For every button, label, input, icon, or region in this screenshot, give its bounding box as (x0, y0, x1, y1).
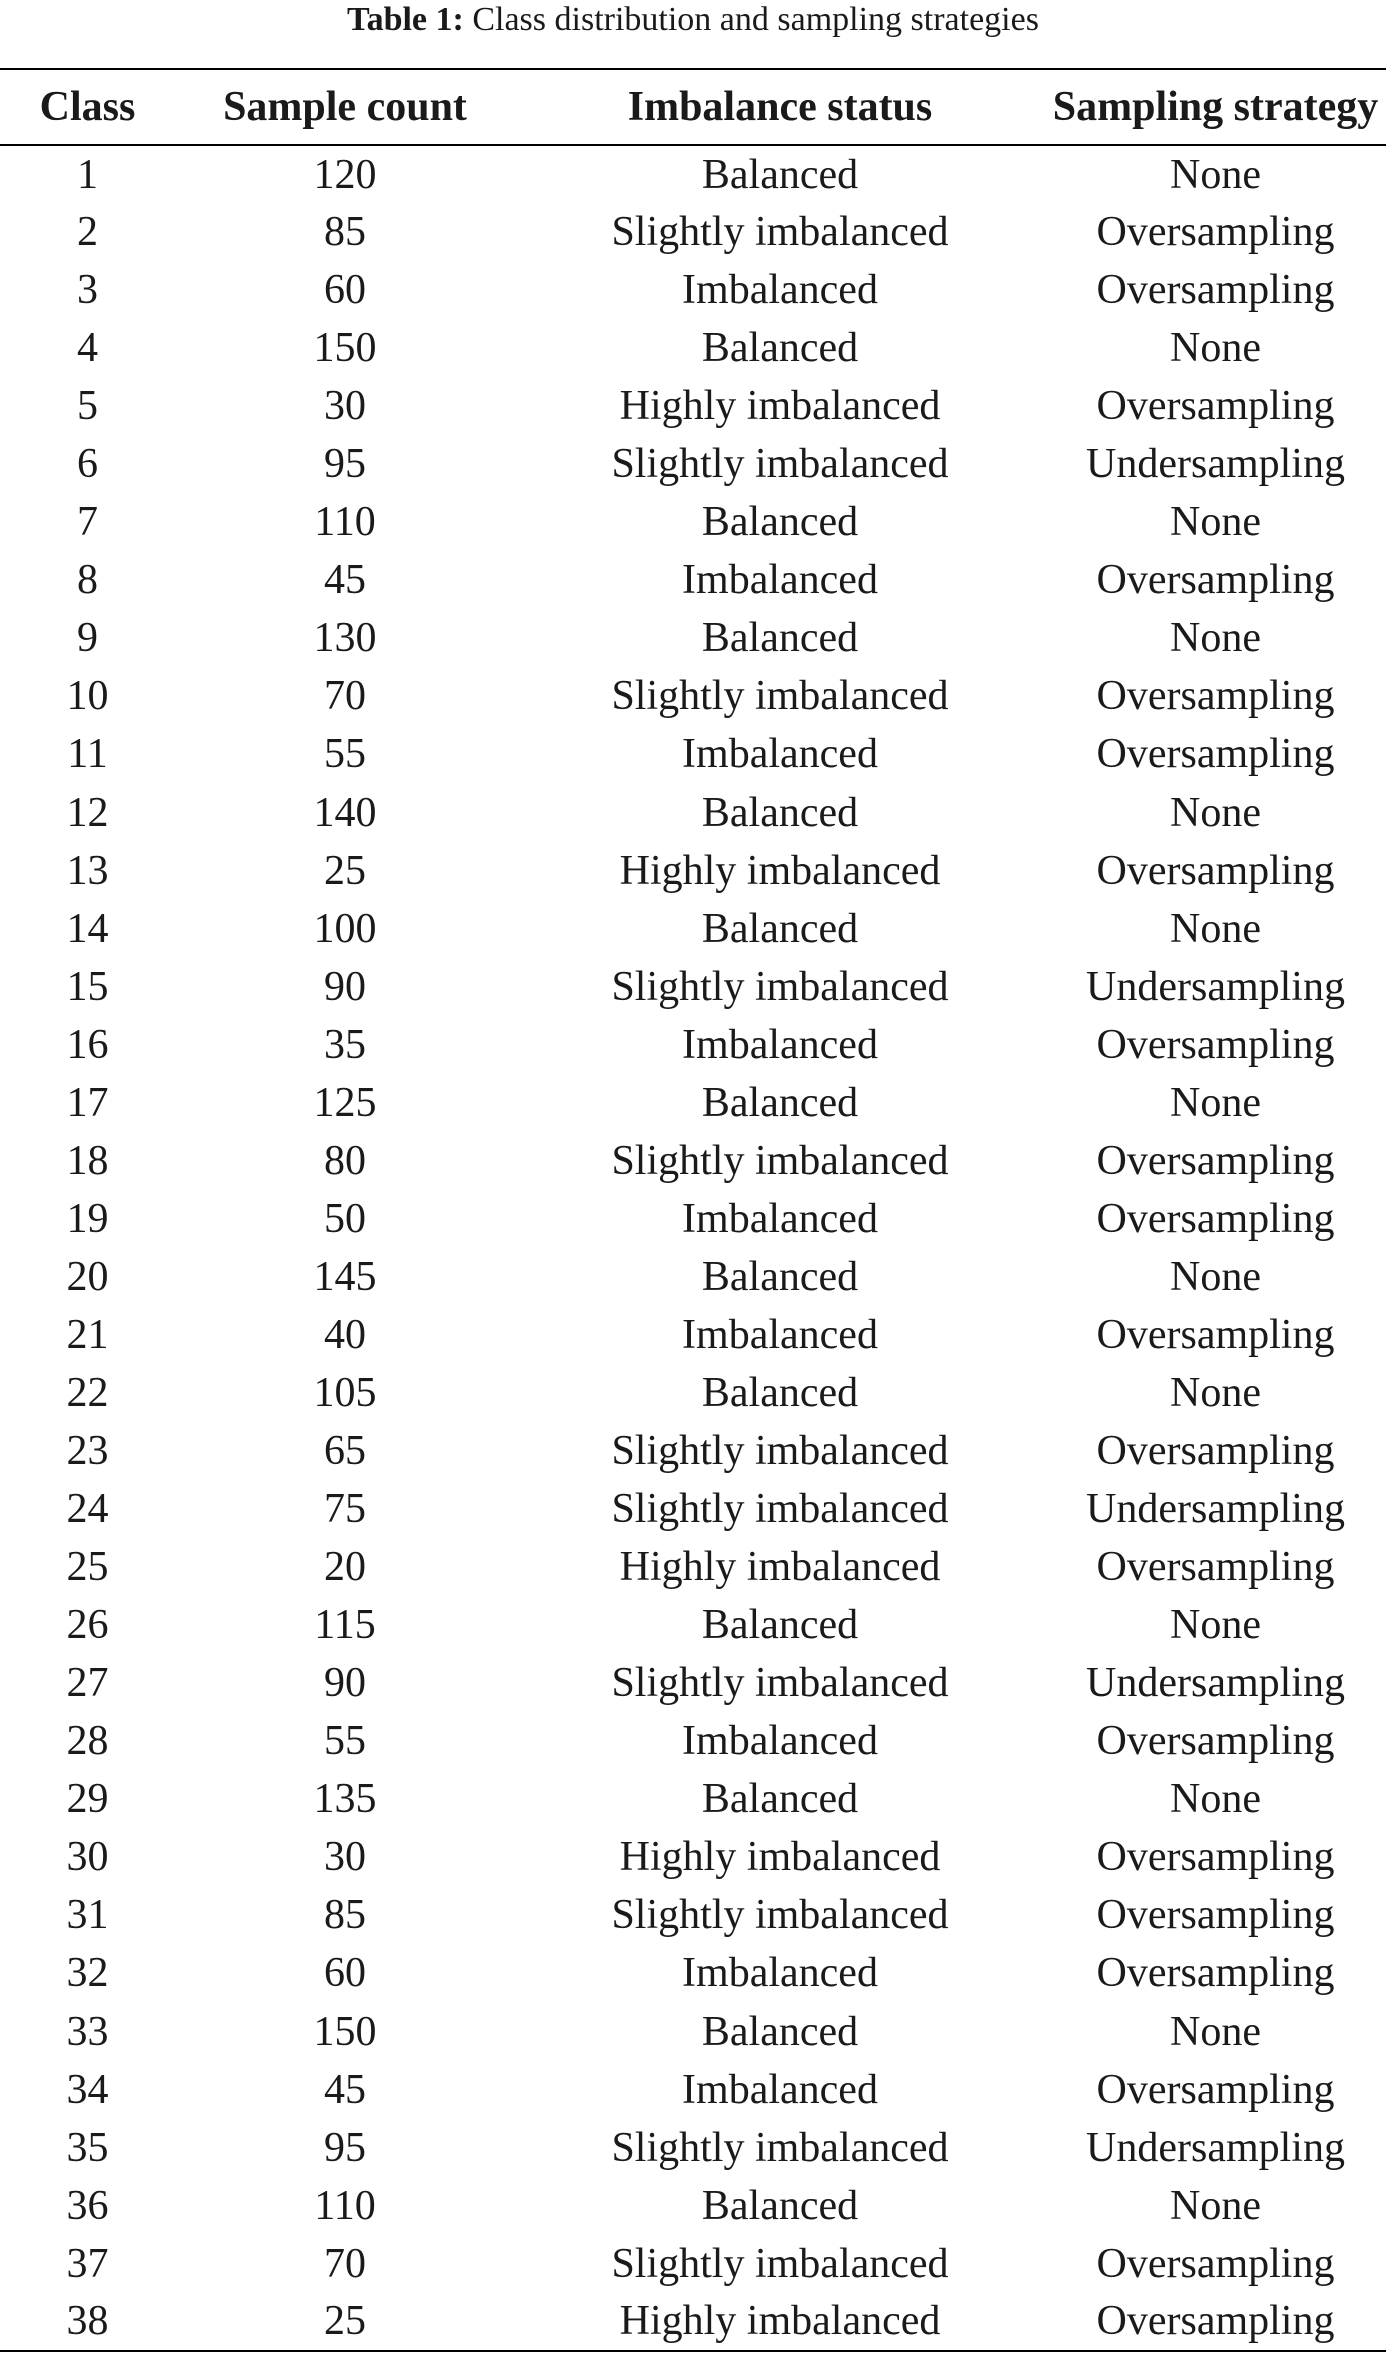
cell-sampling-strategy: Oversampling (1096, 673, 1335, 720)
cell-class: 22 (66, 1370, 109, 1416)
cell-sample-count: 140 (313, 789, 377, 836)
cell-imbalance-status: Slightly imbalanced (611, 2124, 949, 2171)
cell-sample-count: 55 (324, 1718, 366, 1765)
cell-class: 36 (66, 2182, 109, 2229)
cell-imbalance-status: Slightly imbalanced (611, 2240, 949, 2287)
cell-imbalance-status: Slightly imbalanced (611, 441, 949, 488)
cell-sample-count: 95 (324, 2124, 366, 2171)
cell-class: 21 (66, 1311, 109, 1358)
table-row (0, 203, 1386, 261)
cell-imbalance-status: Balanced (701, 2182, 859, 2229)
cell-class: 26 (66, 1602, 109, 1649)
table-row (0, 784, 1386, 842)
table-row (0, 2293, 1386, 2351)
cell-sample-count: 45 (324, 2066, 366, 2113)
table-row (0, 1770, 1386, 1828)
cell-sample-count: 135 (313, 1776, 377, 1823)
cell-imbalance-status: Balanced (701, 1079, 859, 1126)
cell-class: 3 (77, 267, 98, 314)
cell-sample-count: 110 (314, 499, 376, 546)
cell-imbalance-status: Slightly imbalanced (611, 209, 949, 256)
cell-sample-count: 95 (324, 441, 366, 488)
table-row (0, 1132, 1386, 1190)
table-row (0, 551, 1386, 609)
table-row (0, 1538, 1386, 1596)
table-row (0, 2119, 1386, 2177)
cell-sampling-strategy: Oversampling (1096, 1311, 1335, 1358)
header-row (0, 69, 1386, 145)
cell-sample-count: 60 (324, 267, 366, 314)
cell-class: 28 (66, 1718, 109, 1765)
table-row (0, 145, 1386, 203)
cell-sample-count: 35 (324, 1021, 366, 1068)
cell-sample-count: 100 (313, 905, 377, 952)
cell-imbalance-status: Balanced (701, 1602, 859, 1649)
cell-sampling-strategy: Undersampling (1086, 963, 1345, 1010)
table-row (0, 1828, 1386, 1886)
cell-sampling-strategy: Oversampling (1096, 2066, 1335, 2113)
cell-imbalance-status: Highly imbalanced (619, 383, 941, 430)
table-row (0, 725, 1386, 783)
cell-sample-count: 30 (324, 1834, 366, 1881)
table-row (0, 493, 1386, 551)
cell-class: 37 (66, 2240, 109, 2287)
cell-imbalance-status: Balanced (701, 325, 859, 372)
cell-class: 24 (66, 1486, 109, 1533)
cell-class: 32 (66, 1950, 109, 1997)
cell-imbalance-status: Balanced (701, 1253, 859, 1300)
cell-imbalance-status: Slightly imbalanced (611, 1486, 949, 1533)
cell-sampling-strategy: Undersampling (1086, 1486, 1345, 1533)
cell-imbalance-status: Balanced (701, 905, 859, 952)
table-row (0, 958, 1386, 1016)
cell-sampling-strategy: Oversampling (1096, 731, 1335, 778)
cell-class: 33 (66, 2008, 109, 2055)
cell-class: 8 (77, 557, 98, 604)
cell-imbalance-status: Imbalanced (682, 267, 878, 314)
cell-class: 7 (77, 499, 98, 546)
header-sampling-strategy: Sampling strategy (1052, 84, 1379, 130)
cell-class: 4 (77, 325, 98, 372)
cell-class: 25 (66, 1544, 109, 1591)
cell-class: 38 (66, 2298, 109, 2345)
cell-sampling-strategy: Oversampling (1096, 2298, 1335, 2345)
cell-sampling-strategy: None (1170, 325, 1261, 372)
cell-imbalance-status: Slightly imbalanced (611, 1428, 949, 1475)
cell-imbalance-status: Balanced (701, 499, 859, 546)
table-row (0, 1596, 1386, 1654)
table-body (0, 145, 1386, 2351)
cell-sample-count: 90 (324, 963, 366, 1010)
cell-sampling-strategy: Oversampling (1096, 1834, 1335, 1881)
cell-sample-count: 150 (313, 325, 377, 372)
table-caption (0, 0, 1386, 40)
table-row (0, 377, 1386, 435)
cell-sampling-strategy: None (1170, 1370, 1261, 1416)
cell-sampling-strategy: Oversampling (1096, 1021, 1335, 1068)
cell-sample-count: 125 (313, 1079, 377, 1126)
cell-sample-count: 110 (314, 2182, 376, 2229)
cell-class: 10 (66, 673, 109, 720)
table-row (0, 842, 1386, 900)
cell-imbalance-status: Slightly imbalanced (611, 1137, 949, 1184)
cell-class: 15 (66, 963, 109, 1010)
table-row (0, 2235, 1386, 2293)
cell-sample-count: 105 (313, 1370, 377, 1416)
caption-text: Class distribution and sampling strategies (472, 1, 1039, 38)
header-class: Class (39, 84, 136, 130)
cell-imbalance-status: Balanced (701, 2008, 859, 2055)
cell-imbalance-status: Balanced (701, 615, 859, 662)
cell-imbalance-status: Balanced (701, 1370, 859, 1416)
cell-class: 31 (66, 1892, 109, 1939)
cell-imbalance-status: Highly imbalanced (619, 2298, 941, 2345)
cell-class: 27 (66, 1660, 109, 1707)
table-row (0, 1306, 1386, 1364)
cell-imbalance-status: Balanced (701, 151, 859, 198)
cell-sampling-strategy: None (1170, 2008, 1261, 2055)
cell-class: 12 (66, 789, 109, 836)
table-row (0, 435, 1386, 493)
cell-sampling-strategy: Oversampling (1096, 1428, 1335, 1475)
cell-imbalance-status: Balanced (701, 789, 859, 836)
cell-sampling-strategy: Oversampling (1096, 267, 1335, 314)
table-row (0, 1944, 1386, 2002)
cell-class: 5 (77, 383, 98, 430)
cell-sample-count: 120 (313, 151, 377, 198)
cell-sample-count: 45 (324, 557, 366, 604)
cell-class: 14 (66, 905, 109, 952)
table-row (0, 2177, 1386, 2235)
table-row (0, 1248, 1386, 1306)
cell-class: 29 (66, 1776, 109, 1823)
cell-class: 13 (66, 847, 109, 894)
table-header (0, 69, 1386, 145)
table-row (0, 1712, 1386, 1770)
header-sample-count: Sample count (223, 84, 467, 130)
cell-sampling-strategy: None (1170, 499, 1261, 546)
cell-sampling-strategy: Oversampling (1096, 1892, 1335, 1939)
table-row (0, 1364, 1386, 1422)
table-row (0, 1190, 1386, 1248)
cell-class: 16 (66, 1021, 109, 1068)
cell-sample-count: 30 (324, 383, 366, 430)
cell-sampling-strategy: Oversampling (1096, 383, 1335, 430)
table-row (0, 1654, 1386, 1712)
table-row (0, 261, 1386, 319)
cell-sampling-strategy: None (1170, 789, 1261, 836)
cell-sampling-strategy: Oversampling (1096, 1137, 1335, 1184)
table-row (0, 667, 1386, 725)
cell-sample-count: 85 (324, 209, 366, 256)
cell-sample-count: 70 (324, 673, 366, 720)
cell-imbalance-status: Imbalanced (682, 1195, 878, 1242)
cell-sample-count: 40 (324, 1311, 366, 1358)
cell-imbalance-status: Slightly imbalanced (611, 1892, 949, 1939)
cell-sample-count: 70 (324, 2240, 366, 2287)
cell-imbalance-status: Imbalanced (682, 1021, 878, 1068)
cell-sampling-strategy: Undersampling (1086, 441, 1345, 488)
cell-sample-count: 150 (313, 2008, 377, 2055)
cell-sample-count: 50 (324, 1195, 366, 1242)
cell-sampling-strategy: None (1170, 905, 1261, 952)
table-row (0, 1074, 1386, 1132)
cell-imbalance-status: Highly imbalanced (619, 1544, 941, 1591)
class-distribution-table (0, 68, 1386, 2352)
caption-label: Table 1: (347, 1, 464, 38)
cell-class: 2 (77, 209, 98, 256)
cell-class: 20 (66, 1253, 109, 1300)
cell-imbalance-status: Imbalanced (682, 2066, 878, 2113)
cell-sampling-strategy: Oversampling (1096, 1544, 1335, 1591)
cell-imbalance-status: Balanced (701, 1776, 859, 1823)
cell-sampling-strategy: Undersampling (1086, 1660, 1345, 1707)
table-row (0, 609, 1386, 667)
cell-sample-count: 115 (314, 1602, 376, 1649)
cell-class: 19 (66, 1195, 109, 1242)
cell-sample-count: 75 (324, 1486, 366, 1533)
cell-imbalance-status: Imbalanced (682, 1311, 878, 1358)
cell-sampling-strategy: Oversampling (1096, 1950, 1335, 1997)
cell-sample-count: 130 (313, 615, 377, 662)
cell-class: 1 (77, 151, 98, 198)
cell-imbalance-status: Slightly imbalanced (611, 963, 949, 1010)
cell-sampling-strategy: None (1170, 615, 1261, 662)
cell-sample-count: 60 (324, 1950, 366, 1997)
cell-sampling-strategy: Oversampling (1096, 209, 1335, 256)
cell-sampling-strategy: None (1170, 1079, 1261, 1126)
cell-sampling-strategy: None (1170, 2182, 1261, 2229)
cell-imbalance-status: Slightly imbalanced (611, 1660, 949, 1707)
cell-sampling-strategy: Oversampling (1096, 2240, 1335, 2287)
table-row (0, 2003, 1386, 2061)
cell-imbalance-status: Slightly imbalanced (611, 673, 949, 720)
table-row (0, 1422, 1386, 1480)
table-row (0, 1480, 1386, 1538)
cell-class: 18 (66, 1137, 109, 1184)
cell-imbalance-status: Imbalanced (682, 1950, 878, 1997)
cell-sampling-strategy: Oversampling (1096, 557, 1335, 604)
cell-class: 9 (77, 615, 98, 662)
cell-sample-count: 25 (324, 847, 366, 894)
cell-sampling-strategy: Undersampling (1086, 2124, 1345, 2171)
cell-class: 35 (66, 2124, 109, 2171)
cell-class: 34 (66, 2066, 109, 2113)
cell-sampling-strategy: Oversampling (1096, 1718, 1335, 1765)
cell-sample-count: 55 (324, 731, 366, 778)
cell-imbalance-status: Imbalanced (682, 731, 878, 778)
cell-sample-count: 80 (324, 1137, 366, 1184)
cell-sampling-strategy: Oversampling (1096, 1195, 1335, 1242)
cell-class: 6 (77, 441, 98, 488)
cell-sampling-strategy: None (1170, 151, 1261, 198)
cell-class: 23 (66, 1428, 109, 1475)
cell-class: 30 (66, 1834, 109, 1881)
cell-sample-count: 25 (324, 2298, 366, 2345)
cell-imbalance-status: Imbalanced (682, 557, 878, 604)
header-imbalance-status: Imbalance status (627, 84, 933, 130)
table-row (0, 1886, 1386, 1944)
cell-sample-count: 145 (313, 1253, 377, 1300)
table-row (0, 900, 1386, 958)
cell-sample-count: 90 (324, 1660, 366, 1707)
cell-sampling-strategy: Oversampling (1096, 847, 1335, 894)
cell-sample-count: 65 (324, 1428, 366, 1475)
cell-sampling-strategy: None (1170, 1253, 1261, 1300)
cell-sample-count: 85 (324, 1892, 366, 1939)
table-row (0, 2061, 1386, 2119)
cell-sample-count: 20 (324, 1544, 366, 1591)
cell-sampling-strategy: None (1170, 1602, 1261, 1649)
cell-sampling-strategy: None (1170, 1776, 1261, 1823)
cell-class: 17 (66, 1079, 109, 1126)
cell-imbalance-status: Highly imbalanced (619, 1834, 941, 1881)
cell-imbalance-status: Imbalanced (682, 1718, 878, 1765)
cell-imbalance-status: Highly imbalanced (619, 847, 941, 894)
cell-class: 11 (67, 731, 108, 778)
table-row (0, 319, 1386, 377)
table-row (0, 1016, 1386, 1074)
